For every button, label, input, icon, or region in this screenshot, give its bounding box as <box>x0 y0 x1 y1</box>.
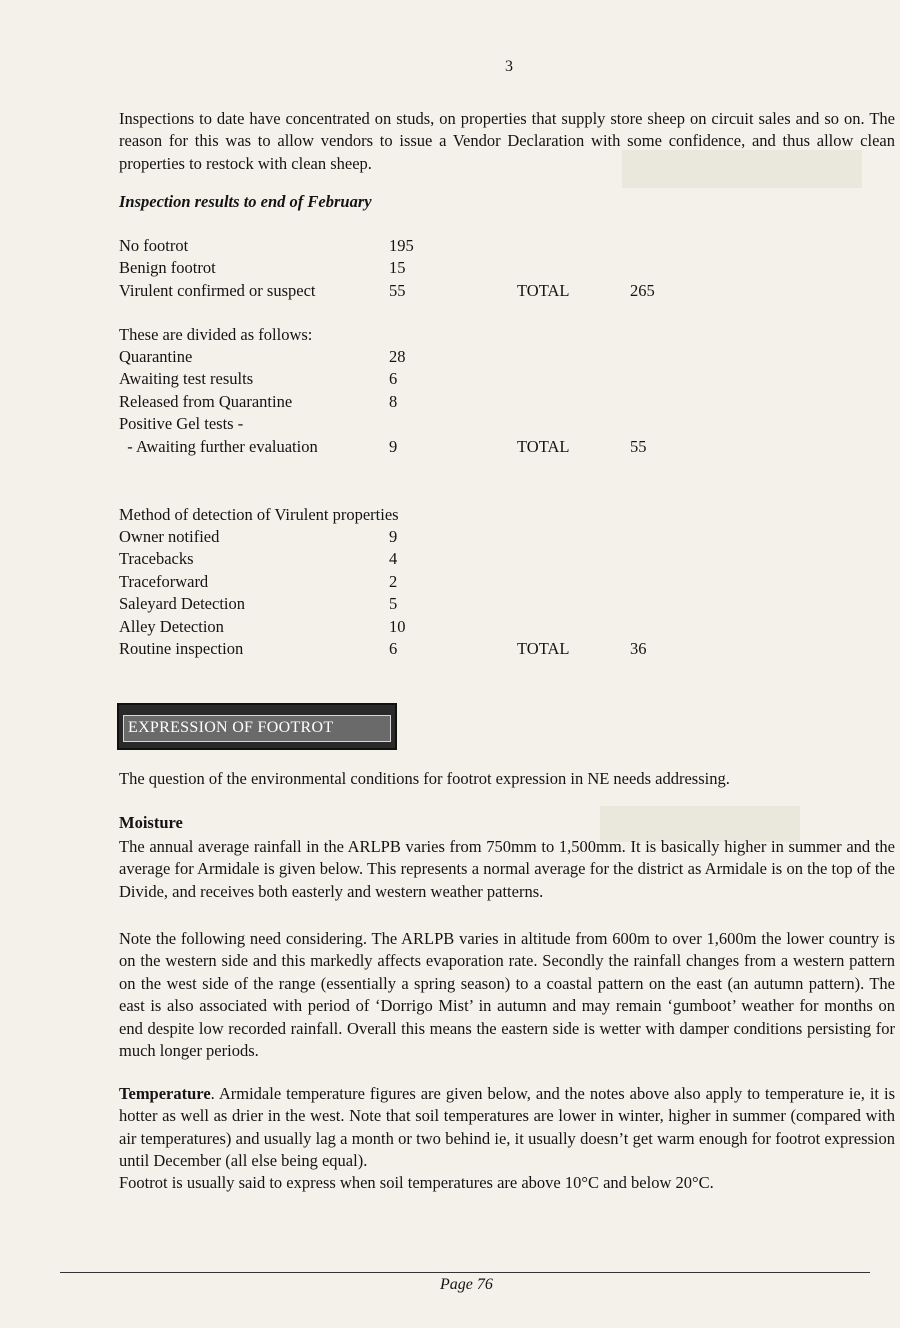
row-label: Awaiting test results <box>119 369 254 389</box>
row-label: Benign footrot <box>119 258 216 278</box>
row-total-label <box>517 571 630 593</box>
table-row <box>119 593 690 615</box>
row-total-label: TOTAL <box>517 280 570 300</box>
section-banner-title: EXPRESSION OF FOOTROT <box>123 715 391 742</box>
table-row <box>119 548 690 570</box>
page-number: 3 <box>505 58 513 75</box>
row-total-value <box>630 346 690 368</box>
row-value: 2 <box>389 571 398 591</box>
row-total-value <box>630 616 690 638</box>
row-total-value: 36 <box>630 639 647 659</box>
row-value <box>389 413 517 435</box>
row-value: 15 <box>389 258 406 278</box>
row-label: Quarantine <box>119 347 193 366</box>
row-total-label: TOTAL <box>517 639 570 659</box>
row-label: Owner notified <box>119 527 220 546</box>
footer-page-label: Page 76 <box>440 1276 493 1293</box>
row-total-value <box>630 391 690 413</box>
row-label: Virulent confirmed or suspect <box>119 280 316 300</box>
row-total-label <box>517 391 630 413</box>
row-total-value <box>630 548 690 570</box>
row-total-value: 55 <box>630 436 647 456</box>
intro-paragraph: Inspections to date have concentrated on studs, on properties that supply store sheep on circuit sales and so on. The reason for this was to allow vendors to issue a Vendor Declaration with some confidence, and thus allow clean properties to restock with clean sheep. <box>119 109 895 173</box>
row-label: Tracebacks <box>119 549 194 569</box>
table-row <box>119 526 690 548</box>
row-value: 4 <box>389 549 398 569</box>
divisions-heading: These are divided as follows: <box>119 325 313 344</box>
table-row <box>119 413 690 435</box>
row-value: 9 <box>389 527 398 546</box>
table-row <box>119 235 690 257</box>
temperature-heading: Temperature <box>119 1084 211 1103</box>
row-value: 10 <box>389 616 406 636</box>
row-total-label: TOTAL <box>517 436 570 456</box>
row-total-label <box>517 257 630 279</box>
moisture-paragraph: The annual average rainfall in the ARLPB varies from 750mm to 1,500mm. It is basically higher in summer and the average for Armidale is given below. This represents a normal average for the district as Armidale is on the top of the Divide, and receives both easterly and western weather patterns. <box>119 837 895 901</box>
footrot-final-line: Footrot is usually said to express when soil temperatures are above 10°C and below 20°C. <box>119 1173 714 1192</box>
row-label: Alley Detection <box>119 616 224 636</box>
row-total-value <box>630 526 690 548</box>
row-label: - Awaiting further evaluation <box>119 436 318 456</box>
row-value: 5 <box>389 594 398 614</box>
divisions-table <box>119 346 690 458</box>
row-total-value <box>630 235 690 257</box>
row-total-value <box>630 571 690 593</box>
row-label: Released from Quarantine <box>119 391 293 411</box>
detection-table <box>119 526 690 660</box>
table-row <box>119 368 690 390</box>
row-total-label <box>517 368 630 390</box>
temperature-text: . Armidale temperature figures are given below, and the notes above also apply to temperature ie, it is hotter as well as drier in the west. Note that soil temperatures are lower in winter, higher in summer (compared with air temperatures) and usually lag a month or two behind ie, it usually doesn’t get warm enough for footrot expression until December (all else being equal). <box>119 1084 895 1171</box>
table-row <box>119 616 690 638</box>
row-total-value: 265 <box>630 280 655 300</box>
row-label: Traceforward <box>119 571 209 591</box>
row-value: 9 <box>389 436 398 456</box>
row-total-label <box>517 346 630 368</box>
moisture-heading: Moisture <box>119 813 183 832</box>
row-value: 195 <box>389 236 414 255</box>
section-banner <box>117 703 397 750</box>
inspection-results-heading: Inspection results to end of February <box>119 192 372 211</box>
row-total-value <box>630 413 690 435</box>
row-total-label <box>517 548 630 570</box>
table-row <box>119 280 690 302</box>
row-total-label <box>517 616 630 638</box>
expression-intro: The question of the environmental conditions for footrot expression in NE needs addressing. <box>119 769 730 788</box>
table-row <box>119 391 690 413</box>
row-value: 8 <box>389 391 398 411</box>
row-label: Saleyard Detection <box>119 594 245 614</box>
row-total-value <box>630 593 690 615</box>
row-value: 6 <box>389 369 398 389</box>
row-total-label <box>517 235 630 257</box>
row-label: Routine inspection <box>119 639 244 659</box>
row-value: 28 <box>389 347 406 366</box>
table-row <box>119 638 690 660</box>
detection-heading: Method of detection of Virulent properties <box>119 505 399 524</box>
row-total-label <box>517 593 630 615</box>
temperature-paragraph <box>119 1083 895 1173</box>
table-row <box>119 257 690 279</box>
row-total-value <box>630 257 690 279</box>
note-paragraph: Note the following need considering. The ARLPB varies in altitude from 600m to over 1,600m the lower country is on the western side and this markedly affects evaporation rate. Secondly the rainfall changes from a western pattern on the west side of the range (essentially a spring season) to a coastal pattern on the east (an autumn pattern). The east is also associated with period of ‘Dorrigo Mist’ in autumn and may remain ‘gumboot’ weather for months on end despite low recorded rainfall. Overall this means the eastern side is wetter with damper conditions persisting for much longer periods. <box>119 929 895 1061</box>
table-row <box>119 436 690 458</box>
row-total-label <box>517 526 630 548</box>
inspection-results-table <box>119 235 690 302</box>
row-label: Positive Gel tests - <box>119 414 244 434</box>
footer-rule <box>60 1272 870 1273</box>
table-row <box>119 571 690 593</box>
row-value: 6 <box>389 639 398 659</box>
table-row <box>119 346 690 368</box>
row-total-value <box>630 368 690 390</box>
row-value: 55 <box>389 280 406 300</box>
row-label: No footrot <box>119 236 189 255</box>
row-total-label <box>517 413 630 435</box>
